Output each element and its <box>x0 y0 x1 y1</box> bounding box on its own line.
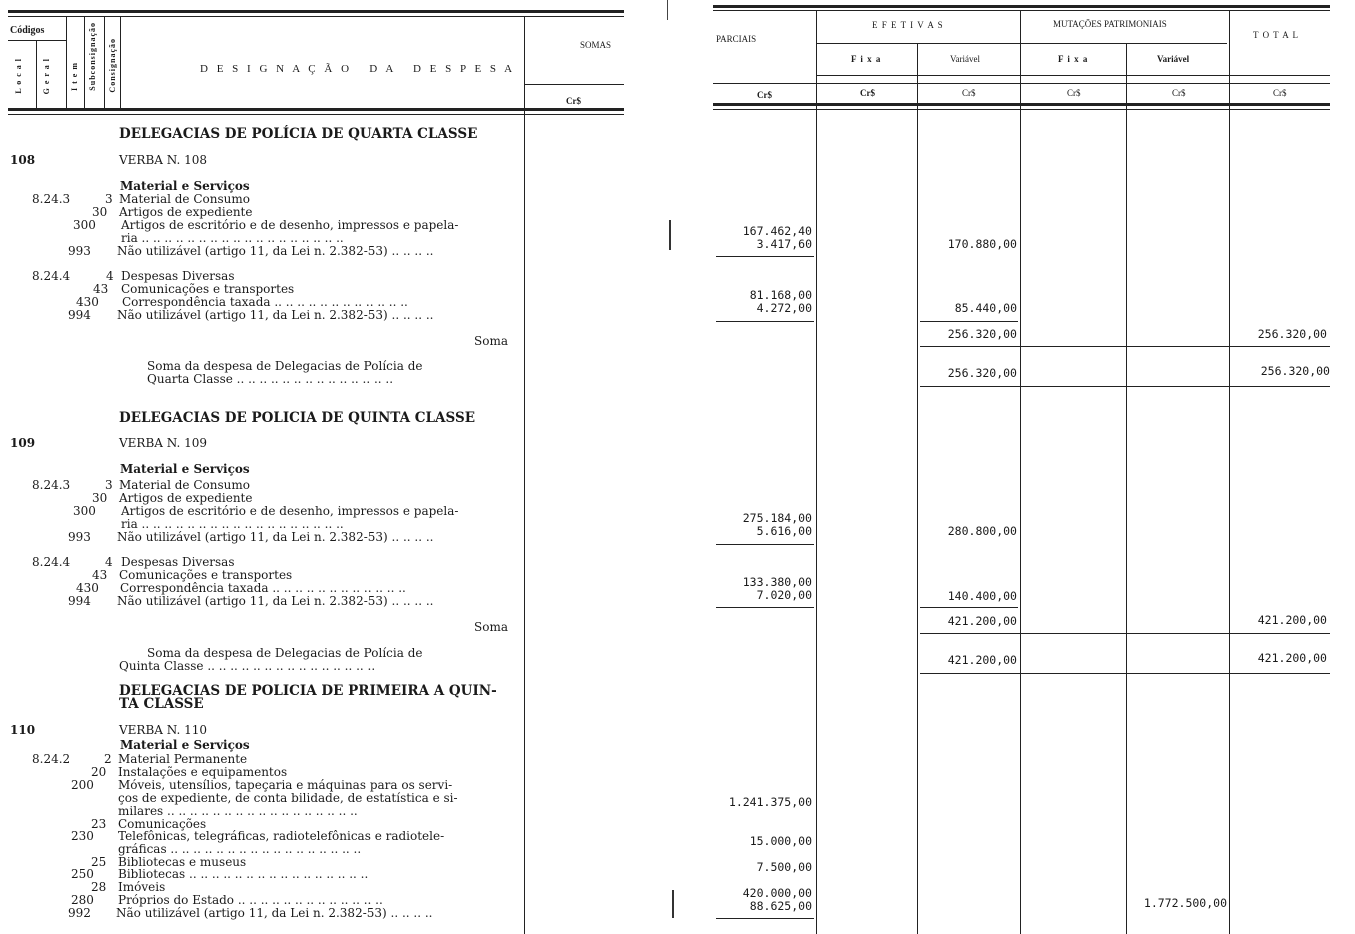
code-item: 4 <box>106 269 114 283</box>
somas-currency: Cr$ <box>566 96 581 106</box>
sum-rule <box>716 607 814 608</box>
line-text: Imóveis <box>118 880 166 894</box>
variavel-value: 421.200,00 <box>947 653 1017 667</box>
col-divider <box>816 10 817 934</box>
section-title: DELEGACIAS DE POLÍCIA DE QUARTA CLASSE <box>119 126 478 142</box>
total-header: T O T A L <box>1253 30 1300 40</box>
line-text: Bibliotecas .. .. .. .. .. .. .. .. .. .. .. .. .. .. .. .. <box>118 867 369 881</box>
code-local: 8.24.4 <box>32 269 71 283</box>
line-text: Não utilizável (artigo 11, da Lei n. 2.382-53) .. .. .. .. <box>117 594 434 608</box>
col-divider <box>104 16 105 108</box>
code-item: 430 <box>76 295 99 309</box>
line-text: Próprios do Estado .. .. .. .. .. .. .. .. .. .. .. .. .. <box>118 893 383 907</box>
header-top-rule-thin <box>713 10 1330 11</box>
sum-rule <box>716 256 814 257</box>
sum-rule <box>716 544 814 545</box>
section-title: DELEGACIAS DE POLICIA DE PRIMEIRA A QUIN- <box>119 683 497 699</box>
verba-label: VERBA N. 108 <box>119 153 208 167</box>
verba-label: VERBA N. 109 <box>119 436 208 450</box>
code-local: 8.24.3 <box>32 192 71 206</box>
parcial-value: 88.625,00 <box>749 899 812 913</box>
col-local-label: L o c a l <box>14 58 23 94</box>
header-top-rule <box>8 10 624 13</box>
gutter-mark <box>667 0 668 20</box>
line-text: Não utilizável (artigo 11, da Lei n. 2.382-53) .. .. .. .. <box>116 906 433 920</box>
line-text: Artigos de expediente <box>119 205 253 219</box>
code-item: 430 <box>76 581 99 595</box>
col-divider <box>917 43 918 934</box>
line-text: Não utilizável (artigo 11, da Lei n. 2.382-53) .. .. .. .. <box>117 530 434 544</box>
section-title-cont: TA CLASSE <box>119 696 204 712</box>
variavel-value: 85.440,00 <box>954 301 1017 315</box>
code-item: 43 <box>93 282 109 296</box>
line-text: Artigos de escritório e de desenho, impressos e papela- <box>121 218 459 232</box>
line-text: Correspondência taxada .. .. .. .. .. .. .. .. .. .. .. .. <box>122 295 408 309</box>
line-text: Instalações e equipamentos <box>118 765 288 779</box>
line-text: Comunicações e transportes <box>121 282 295 296</box>
parciais-header: PARCIAIS <box>716 34 757 44</box>
line-text: Comunicações <box>118 817 207 831</box>
line-text: Artigos de escritório e de desenho, impressos e papela- <box>121 504 459 518</box>
col-divider <box>1126 43 1127 934</box>
sub-header-rule-2 <box>817 75 1330 76</box>
variavel-value: 256.320,00 <box>947 327 1017 341</box>
code-item: 23 <box>91 817 107 831</box>
parcial-value: 5.616,00 <box>756 524 812 538</box>
header-bottom-rule <box>713 103 1330 106</box>
subsection-title: Material e Serviços <box>120 462 250 476</box>
line-text: Artigos de expediente <box>119 491 253 505</box>
variavel-header: Variável <box>950 54 980 64</box>
code-item: 300 <box>73 218 96 232</box>
line-text: ria .. .. .. .. .. .. .. .. .. .. .. .. .. .. .. .. .. .. <box>121 231 344 245</box>
line-text: Despesas Diversas <box>121 269 235 283</box>
code-local: 8.24.4 <box>32 555 71 569</box>
line-text: Quinta Classe .. .. .. .. .. .. .. .. .. .. .. .. .. .. .. <box>119 659 376 673</box>
cur-rule <box>713 83 1330 84</box>
parcial-value: 1.241.375,00 <box>728 795 812 809</box>
col-divider <box>66 16 67 108</box>
subsection-title: Material e Serviços <box>120 179 250 193</box>
code-item: 993 <box>68 244 91 258</box>
currency-label: Cr$ <box>1067 88 1081 98</box>
code-item: 3 <box>105 478 113 492</box>
soma-label: Soma <box>474 334 508 348</box>
code-item: 25 <box>91 855 107 869</box>
verba-code: 109 <box>10 436 36 450</box>
somas-header: SOMAS <box>580 40 612 50</box>
code-item: 994 <box>68 308 91 322</box>
variavel-value: 256.320,00 <box>947 366 1017 380</box>
col-item-label: I t e m <box>70 62 79 91</box>
somas-divider <box>524 16 525 934</box>
code-item: 43 <box>92 568 108 582</box>
col-divider <box>84 16 85 108</box>
variavel-value: 140.400,00 <box>947 589 1017 603</box>
code-item: 994 <box>68 594 91 608</box>
total-value: 421.200,00 <box>1257 613 1327 627</box>
mutacao-variavel-value: 1.772.500,00 <box>1143 896 1227 910</box>
currency-label: Cr$ <box>962 88 976 98</box>
col-consignacao-label: Consignação <box>108 38 117 93</box>
gutter-mark <box>672 890 674 918</box>
currency-label: Cr$ <box>757 90 772 100</box>
sum-rule <box>920 607 1018 608</box>
code-item: 992 <box>68 906 91 920</box>
total-value: 256.320,00 <box>1260 364 1330 378</box>
codigos-label: Códigos <box>10 25 45 36</box>
parcial-value: 275.184,00 <box>742 511 812 525</box>
sum-rule <box>920 633 1330 634</box>
code-item: 280 <box>71 893 94 907</box>
parcial-value: 167.462,40 <box>742 224 812 238</box>
code-item: 30 <box>92 205 108 219</box>
parcial-value: 4.272,00 <box>756 301 812 315</box>
code-item: 2 <box>104 752 112 766</box>
line-text: milares .. .. .. .. .. .. .. .. .. .. .. .. .. .. .. .. .. <box>118 804 358 818</box>
currency-label: Cr$ <box>1273 88 1287 98</box>
mutacoes-header: MUTAÇÕES PATRIMONIAIS <box>1053 19 1167 29</box>
soma-label: Soma <box>474 620 508 634</box>
fixa-header: F i x a <box>851 54 882 64</box>
parcial-value: 3.417,60 <box>756 237 812 251</box>
header-bottom-rule <box>8 108 624 111</box>
code-item: 230 <box>71 829 94 843</box>
col-divider <box>120 16 121 108</box>
line-text: ços de expediente, de conta bilidade, de estatística e si- <box>118 791 458 805</box>
col-divider <box>1229 10 1230 934</box>
code-item: 250 <box>71 867 94 881</box>
code-item: 28 <box>91 880 107 894</box>
line-text: Soma da despesa de Delegacias de Polícia de <box>147 646 423 660</box>
header-top-rule <box>713 5 1330 8</box>
line-text: Móveis, utensílios, tapeçaria e máquinas para os servi- <box>118 778 453 792</box>
currency-label: Cr$ <box>1172 88 1186 98</box>
verba-code: 110 <box>10 723 36 737</box>
line-text: Não utilizável (artigo 11, da Lei n. 2.382-53) .. .. .. .. <box>117 308 434 322</box>
col-divider <box>36 40 37 108</box>
line-text: Quarta Classe .. .. .. .. .. .. .. .. .. .. .. .. .. .. <box>147 372 394 386</box>
currency-label: Cr$ <box>860 88 875 98</box>
verba-label: VERBA N. 110 <box>119 723 208 737</box>
section-title: DELEGACIAS DE POLICIA DE QUINTA CLASSE <box>119 410 475 426</box>
line-text: Correspondência taxada .. .. .. .. .. .. .. .. .. .. .. .. <box>120 581 406 595</box>
parcial-value: 420.000,00 <box>742 886 812 900</box>
col-subconsignacao-label: Subconsignação <box>88 22 97 91</box>
code-item: 3 <box>105 192 113 206</box>
line-text: Bibliotecas e museus <box>118 855 247 869</box>
line-text: Despesas Diversas <box>121 555 235 569</box>
line-text: Não utilizável (artigo 11, da Lei n. 2.382-53) .. .. .. .. <box>117 244 434 258</box>
col-divider <box>1020 10 1021 934</box>
sub-header-rule <box>817 43 1227 44</box>
variavel-value: 280.800,00 <box>947 524 1017 538</box>
line-text: ria .. .. .. .. .. .. .. .. .. .. .. .. .. .. .. .. .. .. <box>121 517 344 531</box>
total-value: 256.320,00 <box>1257 327 1327 341</box>
sum-rule <box>920 346 1330 347</box>
header-bottom-rule-thin <box>8 114 624 115</box>
variavel-header-mut: Variável <box>1157 54 1190 64</box>
subsection-title: Material e Serviços <box>120 738 250 752</box>
line-text: Material Permanente <box>118 752 248 766</box>
col-geral-label: G e r a l <box>42 58 51 95</box>
line-text: Telefônicas, telegráficas, radiotelefônicas e radiotele- <box>118 829 445 843</box>
variavel-value: 170.880,00 <box>947 237 1017 251</box>
parcial-value: 81.168,00 <box>749 288 812 302</box>
gutter-mark <box>669 220 671 250</box>
code-item: 4 <box>105 555 113 569</box>
sum-rule <box>716 321 814 322</box>
designacao-header: D E S I G N A Ç Ã O D A D E S P E S A <box>200 63 516 75</box>
code-item: 200 <box>71 778 94 792</box>
total-value: 421.200,00 <box>1257 651 1327 665</box>
line-text: Material de Consumo <box>119 192 250 206</box>
header-top-rule-thin <box>8 16 624 17</box>
parcial-value: 7.020,00 <box>756 588 812 602</box>
sum-rule <box>920 386 1330 387</box>
code-item: 993 <box>68 530 91 544</box>
parcial-value: 7.500,00 <box>756 860 812 874</box>
line-text: gráficas .. .. .. .. .. .. .. .. .. .. .. .. .. .. .. .. .. <box>118 842 362 856</box>
fixa-header-mut: F i x a <box>1058 54 1089 64</box>
parcial-value: 15.000,00 <box>749 834 812 848</box>
sum-rule <box>716 918 814 919</box>
variavel-value: 421.200,00 <box>947 614 1017 628</box>
code-local: 8.24.3 <box>32 478 71 492</box>
line-text: Material de Consumo <box>119 478 250 492</box>
sum-rule <box>920 321 1018 322</box>
line-text: Comunicações e transportes <box>119 568 293 582</box>
codigos-rule <box>8 40 66 41</box>
somas-rule <box>524 84 624 85</box>
verba-code: 108 <box>10 153 36 167</box>
code-item: 30 <box>92 491 108 505</box>
header-bottom-rule-thin <box>713 109 1330 110</box>
code-item: 20 <box>91 765 107 779</box>
parcial-value: 133.380,00 <box>742 575 812 589</box>
sum-rule <box>920 673 1330 674</box>
code-local: 8.24.2 <box>32 752 71 766</box>
code-item: 300 <box>73 504 96 518</box>
line-text: Soma da despesa de Delegacias de Polícia de <box>147 359 423 373</box>
efetivas-header: E F E T I V A S <box>872 20 944 30</box>
